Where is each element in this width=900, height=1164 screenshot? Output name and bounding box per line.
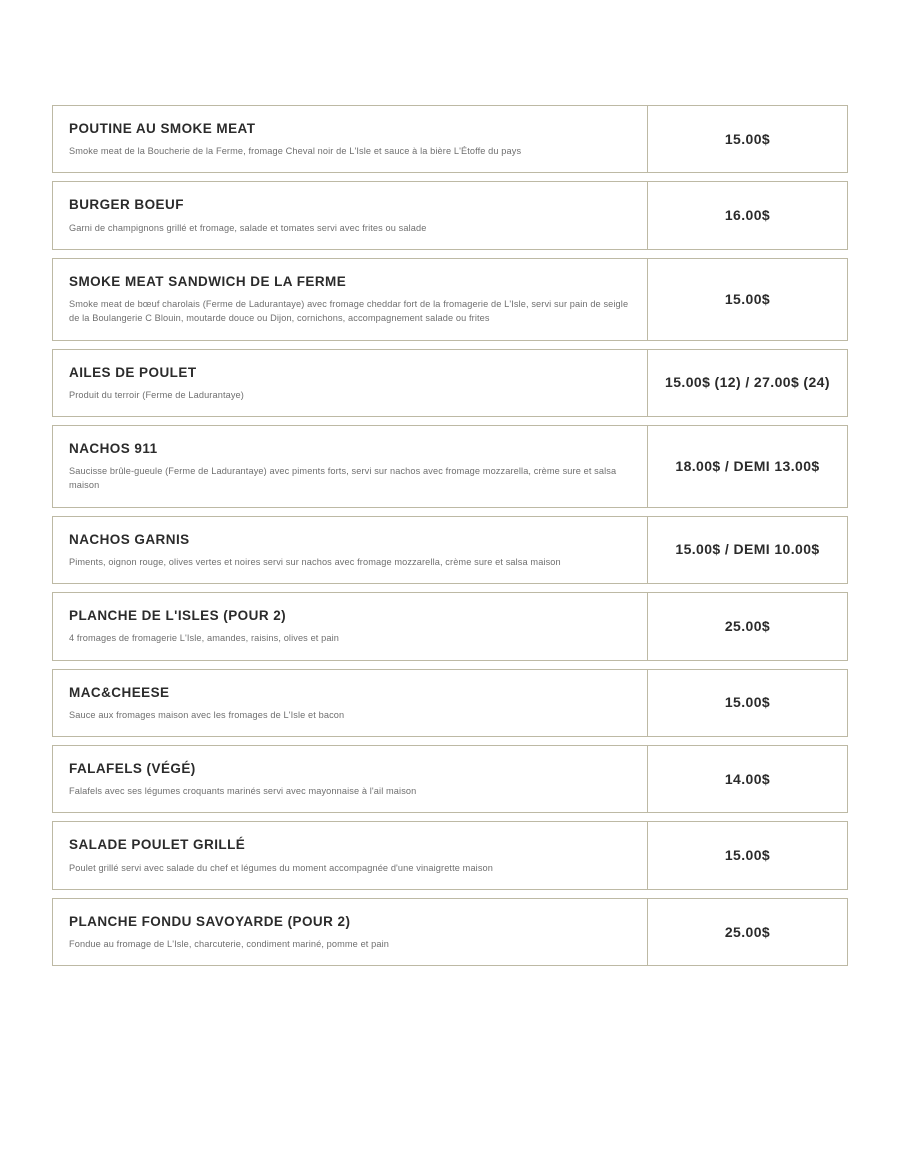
- menu-item-row: [52, 592, 848, 660]
- menu-item-price-cell: [648, 746, 847, 812]
- menu-item-row: [52, 516, 848, 584]
- menu-item-description: Smoke meat de bœuf charolais (Ferme de Ladurantaye) avec fromage cheddar fort de la fromagerie de L'Isle, servi sur pain de seigle de la Boulangerie C Blouin, moutarde douce ou Dijon, cornichons, accompagnement salade ou frites: [69, 299, 629, 324]
- menu-item-row: [52, 425, 848, 508]
- menu-item-name: PLANCHE FONDU SAVOYARDE (POUR 2): [69, 913, 351, 929]
- menu-item-price-cell: [648, 593, 847, 659]
- menu-item-price-cell: [648, 350, 847, 416]
- menu-item-price: 25.00$: [724, 923, 771, 940]
- menu-item-price-cell: [648, 670, 847, 736]
- menu-item-description: Poulet grillé servi avec salade du chef et légumes du moment accompagnée d'une vinaigrette maison: [69, 862, 494, 873]
- menu-item-price: 15.00$ (12) / 27.00$ (24): [665, 374, 830, 391]
- menu-item-row: [52, 105, 848, 173]
- menu-item-price: 15.00$: [724, 290, 771, 307]
- menu-item-price-cell: [648, 822, 847, 888]
- menu-item-info: [53, 350, 648, 416]
- menu-item-name: BURGER BOEUF: [69, 197, 184, 213]
- menu-item-name: SMOKE MEAT SANDWICH DE LA FERME: [69, 273, 347, 289]
- menu-item-price-cell: [648, 182, 847, 248]
- menu-item-info: [53, 670, 648, 736]
- menu-item-description: Piments, oignon rouge, olives vertes et noires servi sur nachos avec fromage mozzarella, crème sure et salsa maison: [69, 556, 561, 567]
- menu-item-row: [52, 258, 848, 341]
- menu-item-name: PLANCHE DE L'ISLES (POUR 2): [69, 608, 287, 624]
- menu-item-info: [53, 822, 648, 888]
- menu-item-description: Falafels avec ses légumes croquants marinés servi avec mayonnaise à l'ail maison: [69, 786, 417, 797]
- menu-item-name: FALAFELS (VÉGÉ): [69, 761, 196, 776]
- menu-item-name: SALADE POULET GRILLÉ: [69, 837, 246, 853]
- menu-item-row: [52, 669, 848, 737]
- menu-item-name: NACHOS 911: [69, 441, 158, 456]
- menu-item-price: 15.00$ / DEMI 10.00$: [675, 541, 820, 558]
- menu-item-price: 18.00$ / DEMI 13.00$: [675, 457, 820, 474]
- menu-item-info: [53, 182, 648, 248]
- menu-item-description: Saucisse brûle-gueule (Ferme de Ladurantaye) avec piments forts, servi sur nachos avec fromage mozzarella, crème sure et salsa maison: [69, 466, 617, 491]
- menu-item-price-cell: [648, 426, 847, 507]
- menu-item-name: POUTINE AU SMOKE MEAT: [69, 121, 256, 136]
- menu-item-price-cell: [648, 106, 847, 172]
- menu-item-description: Fondue au fromage de L'Isle, charcuterie, condiment mariné, pomme et pain: [69, 939, 389, 950]
- menu-item-info: [53, 426, 648, 507]
- menu-items-table: [52, 105, 848, 966]
- menu-item-price: 14.00$: [724, 770, 771, 787]
- menu-item-price: 16.00$: [724, 207, 771, 224]
- menu-item-name: NACHOS GARNIS: [69, 531, 190, 547]
- menu-item-info: [53, 746, 648, 812]
- menu-item-name: AILES DE POULET: [69, 364, 197, 380]
- menu-item-description: Garni de champignons grillé et fromage, salade et tomates servi avec frites ou salade: [69, 222, 427, 233]
- menu-item-info: [53, 517, 648, 583]
- menu-item-row: [52, 745, 848, 813]
- menu-item-description: Produit du terroir (Ferme de Ladurantaye): [69, 389, 244, 400]
- menu-item-price-cell: [648, 259, 847, 340]
- menu-item-name: MAC&CHEESE: [69, 684, 170, 700]
- menu-item-row: [52, 181, 848, 249]
- menu-item-row: [52, 349, 848, 417]
- menu-item-price-cell: [648, 517, 847, 583]
- menu-item-row: [52, 898, 848, 966]
- menu-item-price: 25.00$: [724, 617, 771, 634]
- menu-item-info: [53, 899, 648, 965]
- menu-item-price: 15.00$: [724, 847, 771, 864]
- menu-item-price: 15.00$: [724, 694, 771, 711]
- menu-item-description: Smoke meat de la Boucherie de la Ferme, fromage Cheval noir de L'Isle et sauce à la bière L'Étoffe du pays: [69, 146, 522, 157]
- menu-item-price-cell: [648, 899, 847, 965]
- menu-item-row: [52, 821, 848, 889]
- menu-item-info: [53, 259, 648, 340]
- menu-item-description: 4 fromages de fromagerie L'Isle, amandes, raisins, olives et pain: [69, 633, 339, 644]
- menu-item-info: [53, 593, 648, 659]
- menu-item-description: Sauce aux fromages maison avec les fromages de L'Isle et bacon: [69, 709, 345, 720]
- menu-item-price: 15.00$: [724, 130, 771, 147]
- menu-item-info: [53, 106, 648, 172]
